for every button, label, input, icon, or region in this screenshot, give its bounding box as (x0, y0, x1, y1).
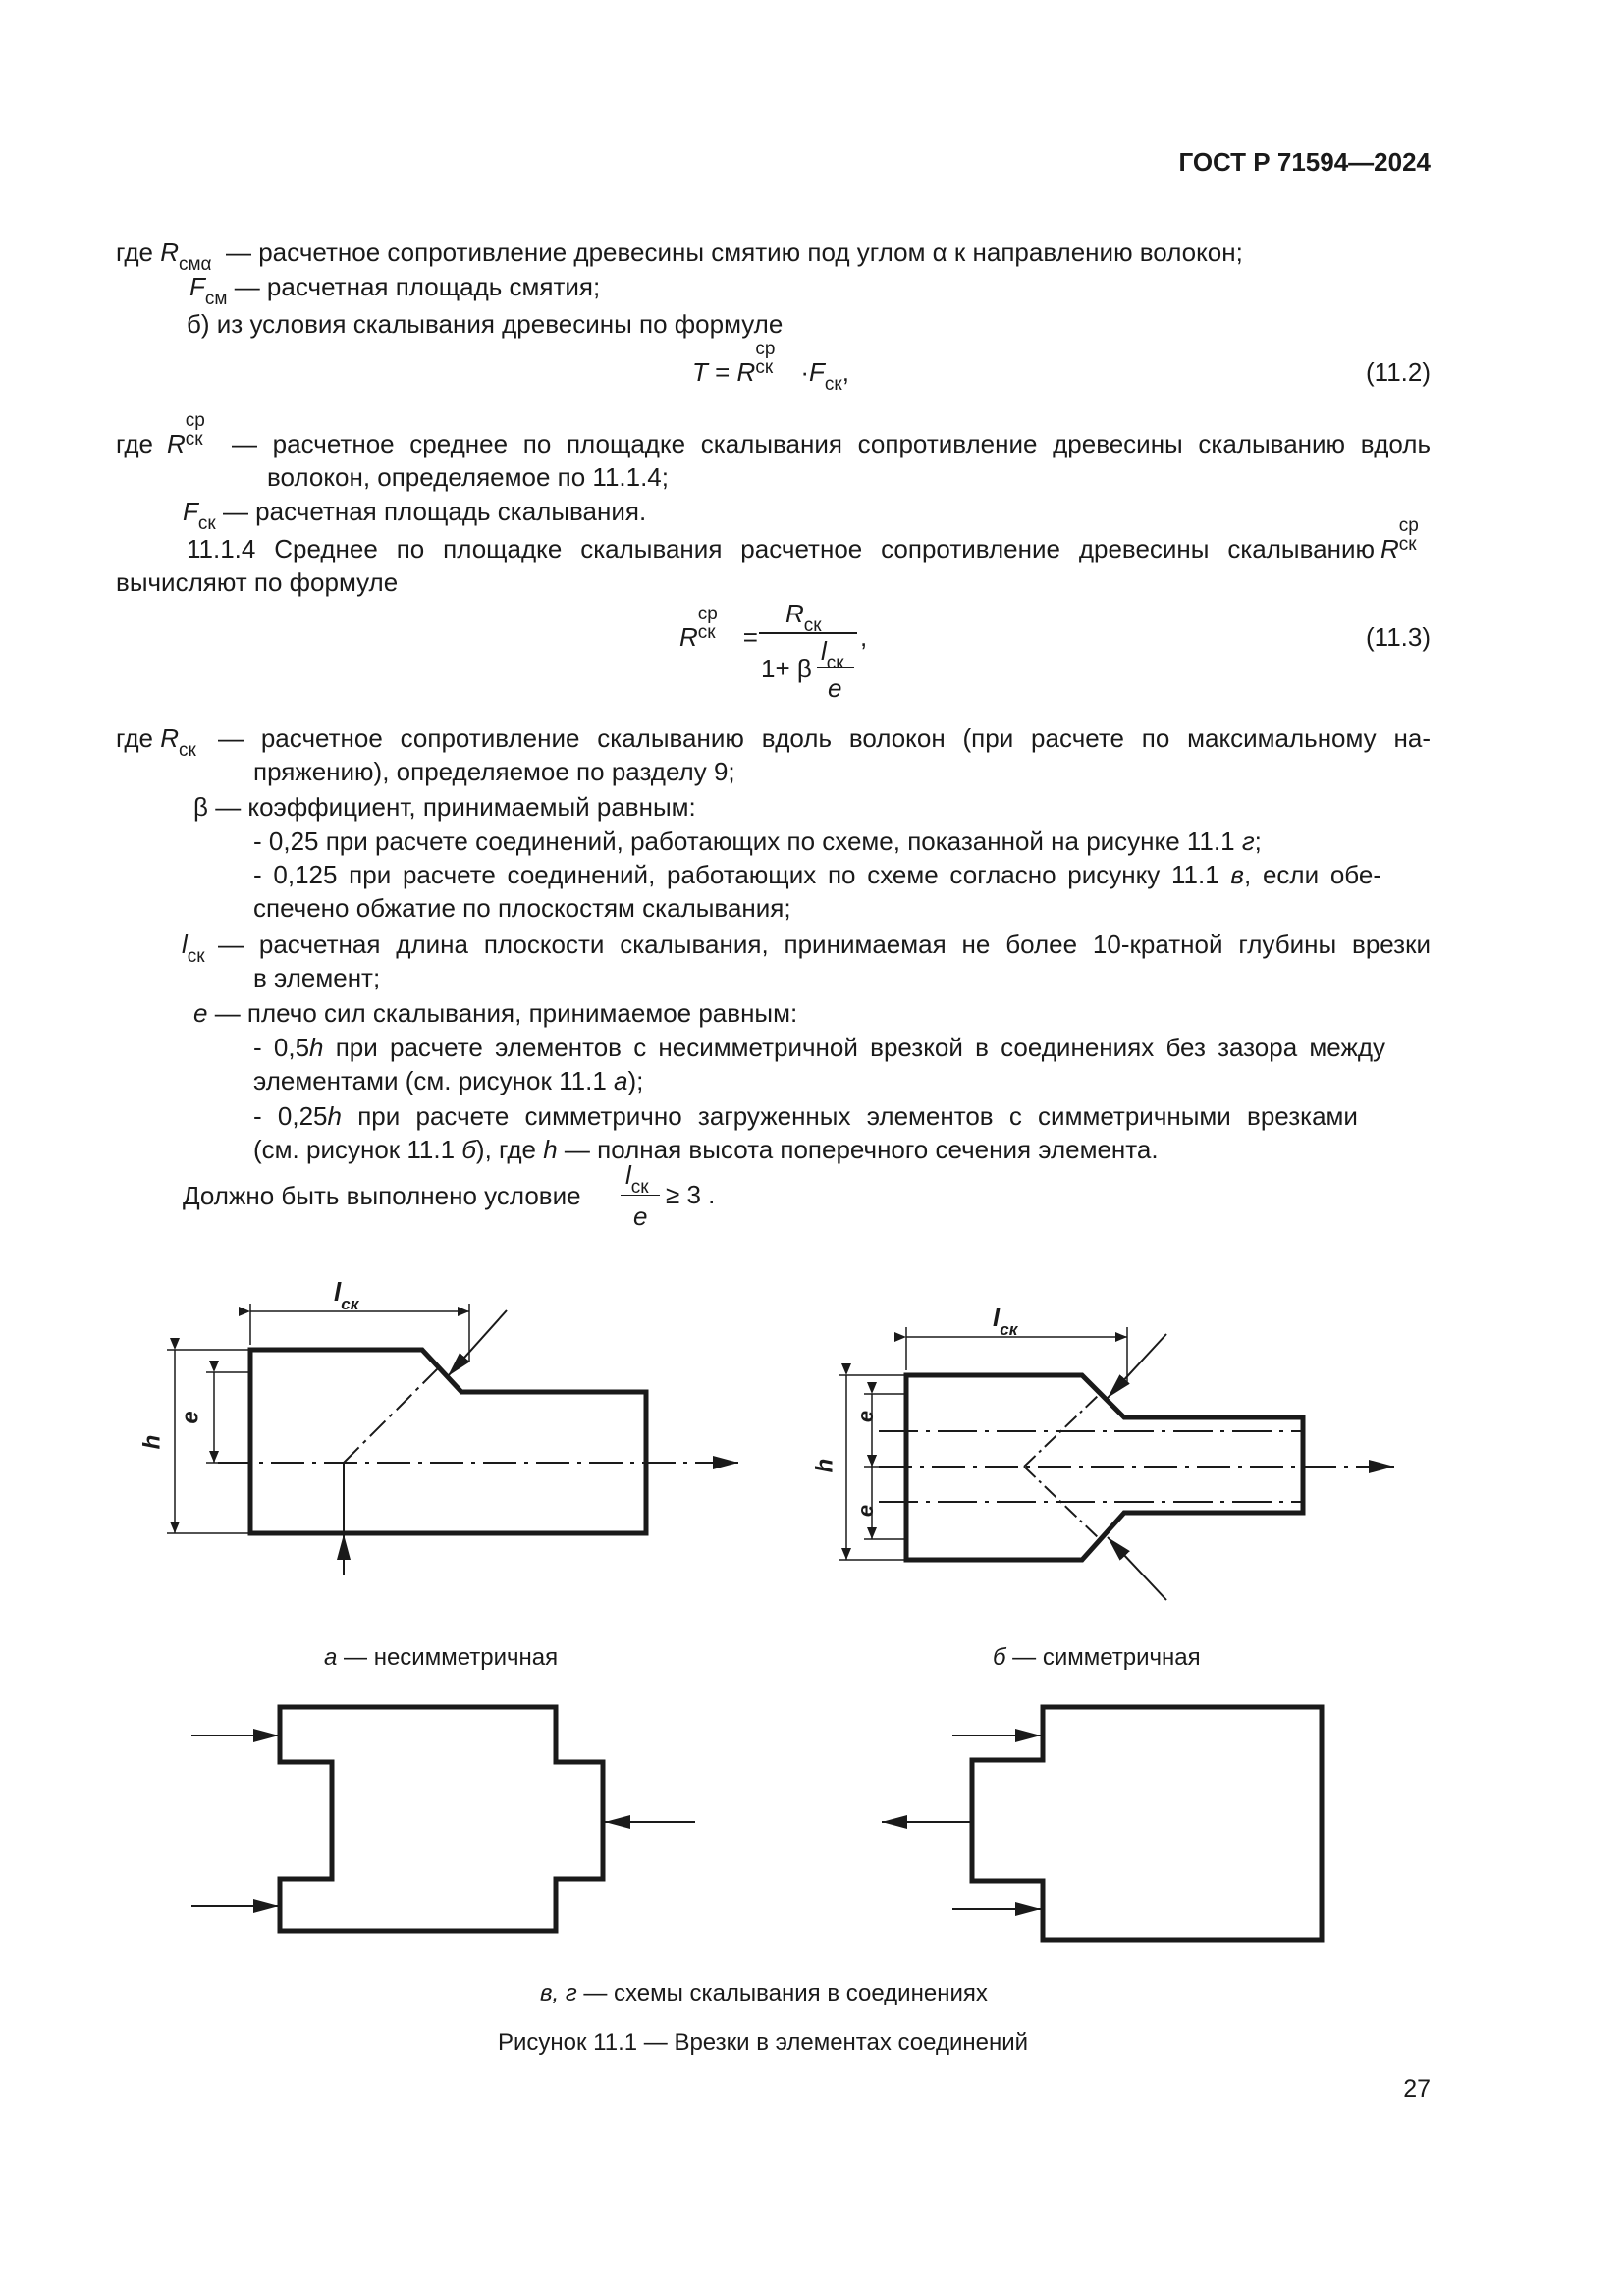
item-text-2: ), где (475, 1135, 536, 1164)
definition-r-sr-sk-line1: — расчетное среднее по площадке скалывания сопротивление древесины скалыванию вдоль (232, 429, 1431, 458)
label-h-b: h (811, 1458, 839, 1473)
caption-letter: а (324, 1644, 338, 1671)
item-text: - 0,5 (253, 1033, 310, 1062)
eq-sign: = (715, 357, 731, 387)
caption-text: — схемы скалывания в соединениях (583, 1980, 988, 2006)
symbol-sup: ср (185, 410, 205, 431)
eq-comma: , (841, 357, 849, 387)
item-end: ; (1254, 827, 1262, 856)
definition-text: — расчетная площадь скалывания. (222, 497, 647, 526)
eq3-den-l-sym: l (821, 636, 827, 666)
symbol: R (160, 238, 179, 267)
caption-cd (540, 1979, 988, 2008)
eq3-comma: , (860, 622, 868, 652)
label-sub: ск (1000, 1320, 1018, 1339)
document-code: ГОСТ Р 71594—2024 (1178, 147, 1431, 177)
label-lsk-a (334, 1277, 359, 1313)
where-word: где (116, 238, 153, 267)
symbol: β (193, 792, 208, 822)
caption-letters: в, г (540, 1980, 577, 2006)
clause-11-1-4-cont: вычисляют по формуле (116, 567, 399, 597)
label-l: l (993, 1303, 1001, 1332)
figure-title: Рисунок 11.1 — Врезки в элементах соединений (498, 2029, 1029, 2056)
item-h: h (309, 1033, 324, 1062)
item-em: б (461, 1135, 476, 1164)
item-em: а (614, 1066, 628, 1095)
caption-a (324, 1643, 558, 1673)
item-text-2: при расчете элементов с несимметричной врезкой в соединениях без зазора между (323, 1033, 1386, 1062)
eq3-den-l-sub: ск (826, 653, 844, 673)
diagram-b-symmetric (839, 1327, 1394, 1600)
definition-text: — расчетное сопротивление древесины смятию под углом α к направлению волокон; (225, 238, 1243, 267)
eq-r-sup: ср (755, 339, 776, 359)
symbol: R (1380, 534, 1399, 563)
symbol-sub: ск (1398, 534, 1417, 555)
label-h-a: h (138, 1434, 166, 1450)
equation-number-11-3: (11.3) (1366, 622, 1431, 652)
cond-l: l (625, 1160, 631, 1190)
eq-r: R (736, 357, 756, 387)
cond-l-sub: ск (630, 1177, 649, 1198)
symbol-sub: ск (197, 513, 216, 534)
condition-relation: ≥ 3 . (666, 1180, 716, 1209)
eq3-den-prefix: 1+ β (761, 654, 812, 683)
caption-text: — симметричная (1012, 1644, 1201, 1671)
symbol: l (182, 930, 188, 959)
eq3-num-r: R (785, 599, 804, 628)
caption-letter: б (993, 1644, 1006, 1671)
definition-text: — плечо сил скалывания, принимаемое равным: (214, 998, 798, 1028)
symbol: R (160, 723, 179, 753)
label-sub: ск (341, 1295, 359, 1313)
item-h: h (327, 1101, 342, 1131)
definition-l-sk-line2: в элемент; (253, 963, 381, 992)
paragraph-shear-condition: б) из условия скалывания древесины по формуле (187, 309, 784, 339)
caption-text: — несимметричная (344, 1644, 559, 1671)
symbol-sup: ср (1398, 515, 1419, 536)
eq-r-sub: ск (755, 357, 774, 378)
symbol: R (167, 429, 186, 458)
definition-r-sk-line2: пряжению), определяемое по разделу 9; (253, 757, 735, 786)
definition-text: — коэффициент, принимаемый равным: (215, 792, 696, 822)
eq3-num-sub: ск (803, 615, 822, 636)
symbol: F (183, 497, 198, 526)
element-a-outline (250, 1350, 646, 1533)
item-text: (см. рисунок 11.1 (253, 1135, 456, 1164)
condition-text: Должно быть выполнено условие (183, 1181, 581, 1210)
definition-l-sk-line1: — расчетная длина плоскости скалывания, принимаемая не более 10-кратной глубины врезки (218, 930, 1431, 959)
definition-r-sr-sk-line2: волокон, определяемое по 11.1.4; (267, 462, 669, 492)
caption-b (993, 1643, 1201, 1673)
symbol-sub: ск (187, 946, 205, 967)
eq-f-sub: ск (824, 374, 842, 395)
clause-11-1-4: 11.1.4 Среднее по площадке скалывания расчетное сопротивление древесины скалыванию (187, 534, 1375, 563)
item-text: - 0,125 при расчете соединений, работающих по схеме согласно рисунку 11.1 (253, 860, 1219, 889)
force-arrow-b-bottom (1108, 1537, 1166, 1600)
label-e-a: e (177, 1411, 204, 1424)
item-text: - 0,25 при расчете соединений, работающих по схеме, показанной на рисунке 11.1 (253, 827, 1235, 856)
equation-number-11-2: (11.2) (1366, 357, 1431, 387)
item-text-3: — полная высота поперечного сечения элемента. (564, 1135, 1159, 1164)
eq-dot: · (800, 357, 809, 387)
label-lsk-b (993, 1303, 1018, 1339)
diagram-a-asymmetric (167, 1304, 738, 1575)
where-word: где (116, 723, 153, 753)
eq3-sign: = (742, 622, 758, 652)
item-text-end: , если обе- (1244, 860, 1382, 889)
element-g-outline (972, 1707, 1322, 1940)
definition-text: — расчетная площадь смятия; (234, 272, 601, 301)
symbol-sub: ск (178, 740, 196, 761)
eq3-r: R (679, 622, 698, 652)
cond-e: e (633, 1201, 648, 1231)
eq3-r-sup: ср (697, 604, 718, 624)
diagram-g-scheme (882, 1707, 1322, 1940)
symbol-sub: см (204, 289, 228, 309)
item-end: ); (627, 1066, 644, 1095)
item-text-2: при расчете симметрично загруженных элементов с симметричными врезками (341, 1101, 1358, 1131)
item-text: - 0,25 (253, 1101, 328, 1131)
where-word-b: где (116, 429, 153, 458)
diagram-v-scheme (191, 1707, 695, 1931)
eq-lhs: T (692, 357, 708, 387)
item-em: г (1241, 827, 1255, 856)
label-e-b-top: e (853, 1410, 879, 1423)
item-text: элементами (см. рисунок 11.1 (253, 1066, 607, 1095)
symbol: e (193, 998, 208, 1028)
beta-item-2-line2: спечено обжатие по плоскостям скалывания; (253, 893, 791, 923)
force-arrow-a-top (448, 1310, 507, 1376)
force-line-a (344, 1364, 442, 1463)
definition-r-sk-line1: — расчетное сопротивление скалыванию вдоль волокон (при расчете по максимальному на- (218, 723, 1431, 753)
symbol: F (189, 272, 205, 301)
symbol-sub: ск (185, 429, 203, 450)
symbol-sub: смα (178, 254, 212, 275)
eq-f: F (809, 357, 825, 387)
force-arrow-b-top (1108, 1334, 1166, 1398)
label-l: l (334, 1277, 342, 1307)
element-v-outline (280, 1707, 603, 1931)
eq3-den-e-sym: e (828, 673, 842, 703)
item-em: в (1230, 860, 1244, 889)
label-e-b-bottom: e (853, 1504, 879, 1518)
item-h: h (543, 1135, 558, 1164)
page-number: 27 (1403, 2075, 1431, 2103)
eq3-r-sub: ск (697, 622, 716, 643)
